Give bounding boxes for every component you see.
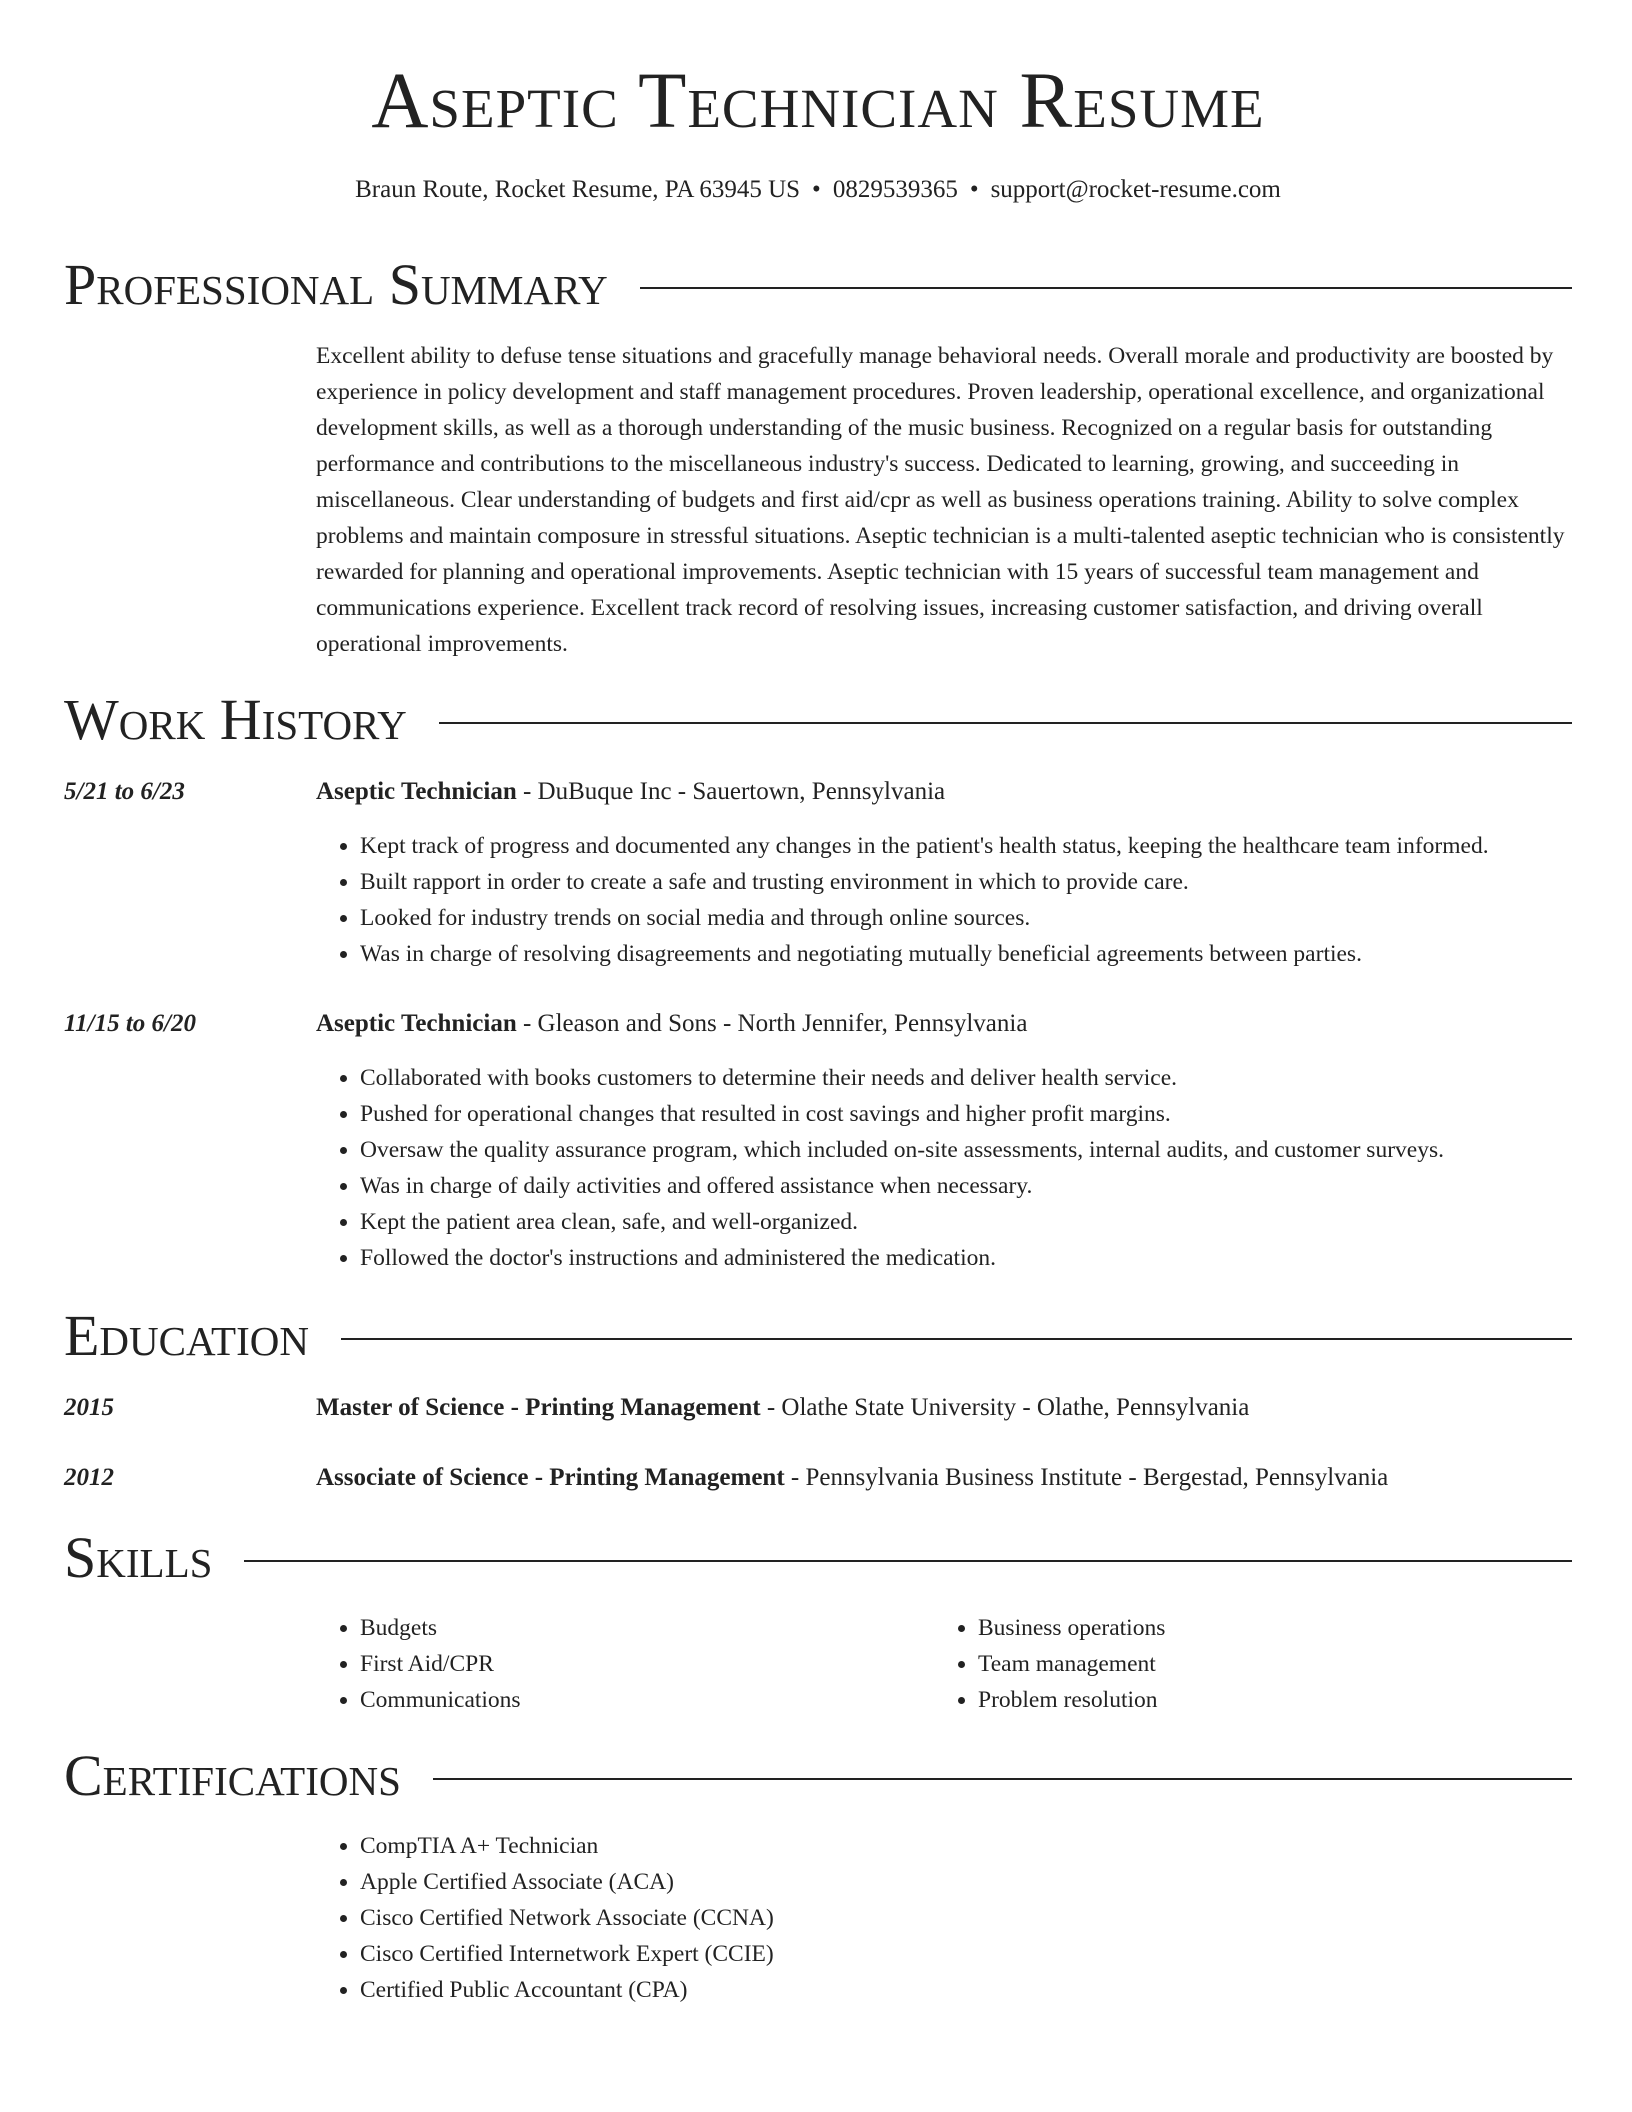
skill-item: • Team management bbox=[978, 1646, 1165, 1682]
certification-item: • Apple Certified Associate (ACA) bbox=[360, 1864, 774, 1900]
summary-section-header bbox=[64, 250, 1572, 320]
certifications-list bbox=[316, 1828, 774, 2008]
education-section-header bbox=[64, 1301, 1572, 1371]
job-heading bbox=[316, 1006, 1572, 1042]
job-bullets bbox=[316, 828, 1489, 972]
skills-section-title: Skills bbox=[64, 1525, 213, 1590]
skills-section-header bbox=[64, 1523, 1572, 1593]
job-bullet: • Built rapport in order to create a safe and trusting environment in which to provide care. bbox=[360, 864, 1489, 900]
certification-item: • CompTIA A+ Technician bbox=[360, 1828, 774, 1864]
certification-item: • Cisco Certified Internetwork Expert (CCIE) bbox=[360, 1936, 774, 1972]
contact-email: support@rocket-resume.com bbox=[990, 176, 1281, 203]
certifications-section-header bbox=[64, 1741, 1572, 1811]
section-divider bbox=[244, 1560, 1572, 1562]
skills-list-left bbox=[316, 1610, 521, 1718]
education-year: 2015 bbox=[64, 1394, 114, 1421]
work-section-title: Work History bbox=[64, 687, 407, 752]
job-heading bbox=[316, 774, 1572, 810]
certification-item: • Cisco Certified Network Associate (CCNA) bbox=[360, 1900, 774, 1936]
skill-item: • Problem resolution bbox=[978, 1682, 1165, 1718]
education-heading bbox=[316, 1390, 1572, 1426]
section-divider bbox=[640, 287, 1572, 289]
education-degree: Master of Science - Printing Management bbox=[316, 1394, 761, 1421]
job-bullet: • Kept the patient area clean, safe, and well-organized. bbox=[360, 1204, 1444, 1240]
job-bullet: • Looked for industry trends on social media and through online sources. bbox=[360, 900, 1489, 936]
education-year: 2012 bbox=[64, 1464, 114, 1491]
resume-title: Aseptic Technician Resume bbox=[371, 58, 1265, 145]
job-bullet: • Followed the doctor's instructions and administered the medication. bbox=[360, 1240, 1444, 1276]
education-degree: Associate of Science - Printing Management bbox=[316, 1464, 785, 1491]
contact-address: Braun Route, Rocket Resume, PA 63945 US bbox=[355, 176, 801, 203]
education-details: - Pennsylvania Business Institute - Bergestad, Pennsylvania bbox=[784, 1464, 1389, 1491]
skill-item: • Business operations bbox=[978, 1610, 1165, 1646]
summary-text: Excellent ability to defuse tense situations and gracefully manage behavioral needs. Overall morale and productivity are boosted by experience in policy development and staff management procedures. Proven leadership, operational excellence, and organizational development skills, as well as a thorough understanding of the music business. Recognized on a regular basis for outstanding performance and contributions to the miscellaneous industry's success. Dedicated to learning, growing, and succeeding in miscellaneous. Clear understanding of budgets and first aid/cpr as well as business operations training. Ability to solve complex problems and maintain composure in stressful situations. Aseptic technician is a multi-talented aseptic technician who is consistently rewarded for planning and operational improvements. Aseptic technician with 15 years of successful team management and communications experience. Excellent track record of resolving issues, increasing customer satisfaction, and driving overall operational improvements. bbox=[316, 343, 1565, 657]
section-divider bbox=[433, 1778, 1572, 1780]
job-bullet: • Kept track of progress and documented any changes in the patient's health status, keeping the healthcare team informed. bbox=[360, 828, 1489, 864]
job-bullet: • Collaborated with books customers to determine their needs and deliver health service. bbox=[360, 1060, 1444, 1096]
job-position: Aseptic Technician bbox=[316, 1010, 517, 1037]
certification-item: • Certified Public Accountant (CPA) bbox=[360, 1972, 774, 2008]
job-bullet: • Oversaw the quality assurance program, which included on-site assessments, internal audits, and customer surveys. bbox=[360, 1132, 1444, 1168]
section-divider bbox=[341, 1338, 1572, 1340]
contact-line bbox=[64, 172, 1572, 208]
certifications-section-title: Certifications bbox=[64, 1743, 401, 1808]
section-divider bbox=[439, 722, 1572, 724]
skill-item: • First Aid/CPR bbox=[360, 1646, 521, 1682]
education-heading bbox=[316, 1460, 1572, 1496]
job-dates: 5/21 to 6/23 bbox=[64, 778, 185, 805]
job-bullet: • Was in charge of daily activities and offered assistance when necessary. bbox=[360, 1168, 1444, 1204]
skill-item: • Budgets bbox=[360, 1610, 521, 1646]
job-details: - DuBuque Inc - Sauertown, Pennsylvania bbox=[516, 778, 946, 805]
skill-item: • Communications bbox=[360, 1682, 521, 1718]
job-bullets bbox=[316, 1060, 1444, 1276]
contact-separator: • bbox=[812, 176, 821, 203]
job-details: - Gleason and Sons - North Jennifer, Pennsylvania bbox=[516, 1010, 1028, 1037]
summary-section-title: Professional Summary bbox=[64, 252, 608, 317]
job-position: Aseptic Technician bbox=[316, 778, 517, 805]
work-section-header bbox=[64, 685, 1572, 755]
job-bullet: • Was in charge of resolving disagreements and negotiating mutually beneficial agreements between parties. bbox=[360, 936, 1489, 972]
job-dates: 11/15 to 6/20 bbox=[64, 1010, 196, 1037]
job-bullet: • Pushed for operational changes that resulted in cost savings and higher profit margins. bbox=[360, 1096, 1444, 1132]
skills-list-right bbox=[934, 1610, 1165, 1718]
contact-phone: 0829539365 bbox=[832, 176, 958, 203]
contact-separator: • bbox=[969, 176, 979, 203]
education-section-title: Education bbox=[64, 1303, 309, 1368]
education-details: - Olathe State University - Olathe, Pennsylvania bbox=[760, 1394, 1250, 1421]
